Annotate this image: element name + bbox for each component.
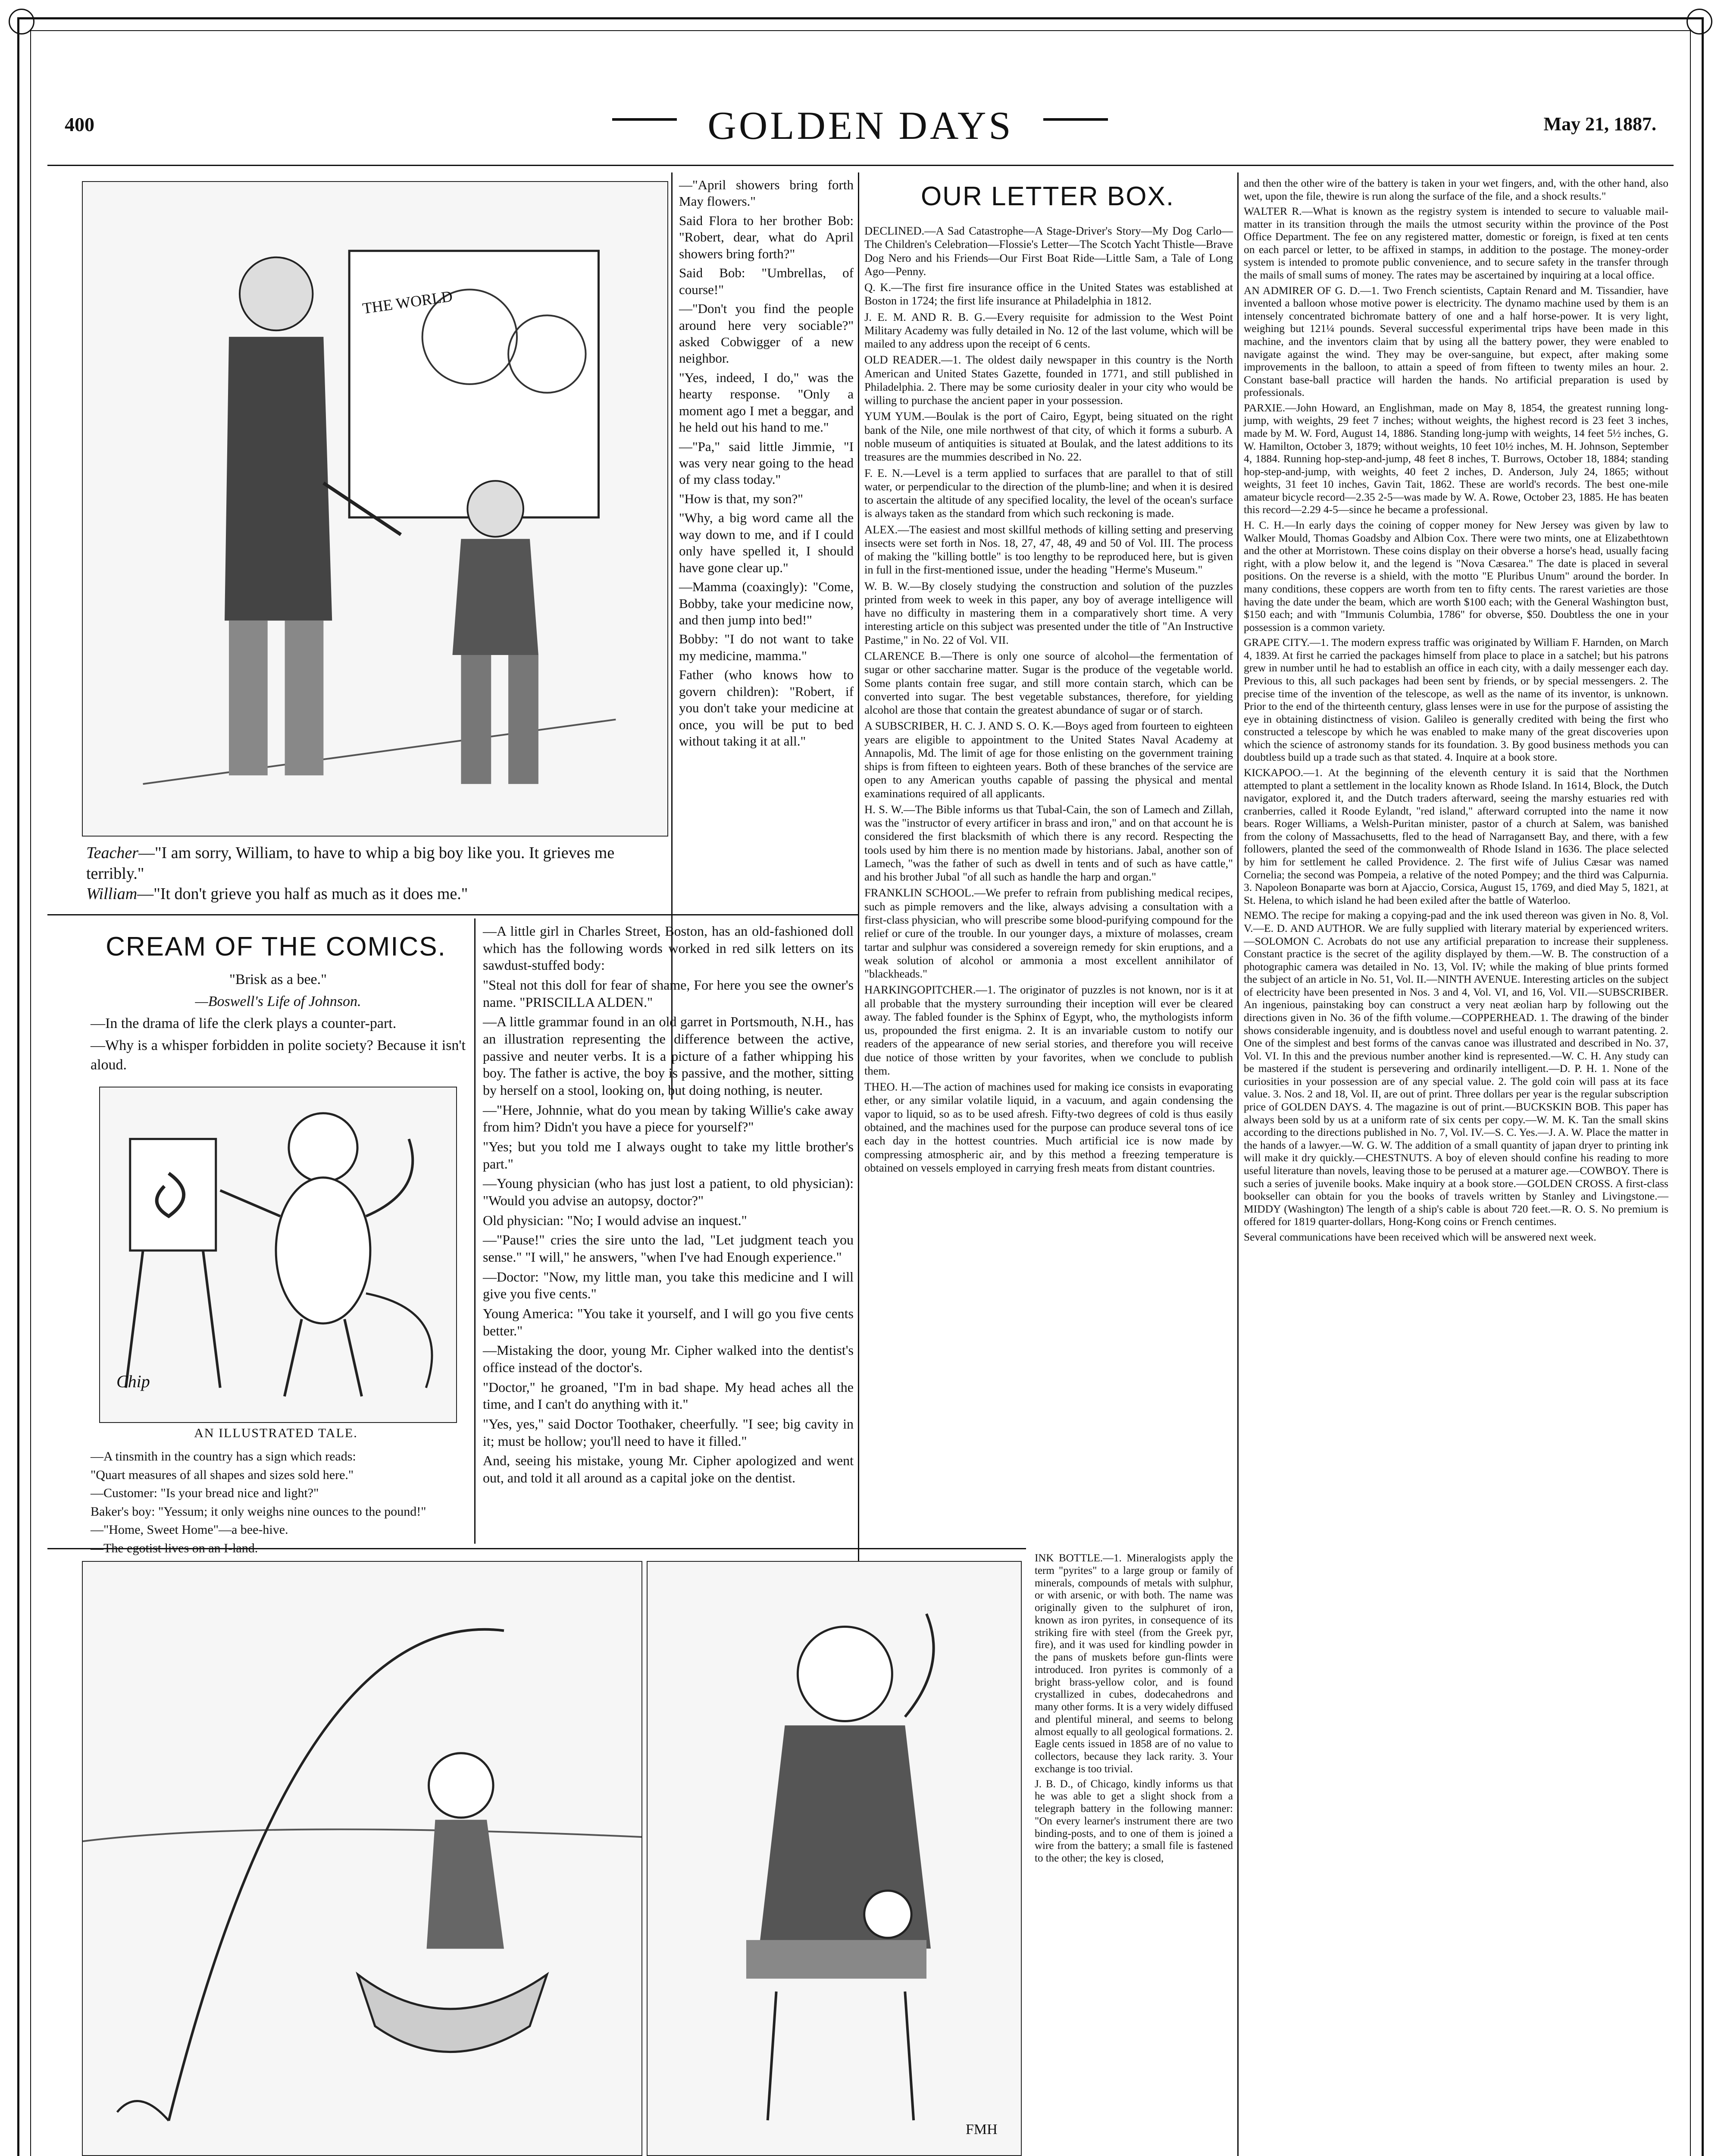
letter-answer: YUM YUM.—Boulak is the port of Cairo, Egypt, being situated on the right bank of the Nile, one mile northwest of that city, of which it forms a suburb. A noble museum of antiquities is situated at Boulak, and the latest additions to its treasures are the mummies described in No. 22. [864, 410, 1233, 464]
masthead-ornament-right [1043, 118, 1108, 121]
joke-paragraph: —A little grammar found in an old garret in Portsmouth, N.H., has an illustration representing the difference between the active, passive and neuter verbs. It is a picture of a father whipping his boy. The father is active, the boy is passive, and the mother, sitting by herself on a stool, looking on, but doing nothing, is neuter. [483, 1014, 854, 1098]
issue-date: May 21, 1887. [1543, 113, 1656, 135]
joke-paragraph: —"Don't you find the people around here very sociable?" asked Cobwigger of a new neighbor. [679, 301, 854, 366]
joke-paragraph: —A little girl in Charles Street, Boston, has an old-fashioned doll which has the following words worked in red silk letters on its sawdust-stuffed body: [483, 923, 854, 973]
joke-paragraph: "Steal not this doll for fear of shame, For here you see the owner's name. "PRISCILLA ALDEN." [483, 977, 854, 1010]
letter-answer: J. E. M. AND R. B. G.—Every requisite for admission to the West Point Military Academy was fully detailed in No. 12 of the last volume, which will be mailed to any address upon the receipt of 6 cents. [864, 310, 1233, 351]
joke-paragraph: —Why is a whisper forbidden in polite society? Because it isn't aloud. [91, 1037, 466, 1073]
letter-answer: AN ADMIRER OF G. D.—1. Two French scientists, Captain Renard and M. Tissandier, have invented a balloon whose motive power is electricity. The dynamo machine used by them is an intensely concentrated bichromate battery of one and a half horse-power. It is very light, weighing but 121¼ pounds. Several successful experimental trips have been made in this machine, and the inventors claim that by using all the battery power, they were enabled to navigate against the wind. They may be over-sanguine, but expect, after making some improvements in the balloon, to attain a speed of from fifteen to twenty miles an hour. 2. Constant base-ball practice will harden the hands. No artificial preparation is used by professionals. [1244, 284, 1668, 399]
joke-paragraph: —"Home, Sweet Home"—a bee-hive. [91, 1523, 288, 1537]
letter-answer: ALEX.—The easiest and most skillful methods of killing setting and preserving insects were set forth in Nos. 18, 27, 47, 48, 49 and 50 of Vol. III. The process of making the "killing bottle" is too lengthy to be reproduced here, but is given in full in the first-mentioned issue, under the heading "Herme's Museum." [864, 523, 1233, 577]
jokes-middle-column [483, 923, 854, 1489]
joke-paragraph: "Doctor," he groaned, "I'm in bad shape. My head aches all the time, and I can't do anything with it." [483, 1379, 854, 1412]
letter-answer: WALTER R.—What is known as the registry system is intended to secure to valuable mail-matter in its transition through the mails the utmost security within the province of the Post Office Department. The fee on any registered matter, domestic or foreign, is fixed at ten cents on each parcel or letter, to be affixed in stamps, in addition to the postage. The money-order system is intended to promote public convenience, and to secure safety in the transfer through the mails of small sums of money. The rates may be ascertained by inquiring at a local office. [1244, 205, 1668, 282]
letter-answer: H. C. H.—In early days the coining of copper money for New Jersey was given by law to Walker Mould, Thomas Goadsby and Albion Cox. There were two mints, one at Elizabethtown and the other at Morristown. These coins display on their obverse a horse's head, usually facing right, with a plow below it, and the legend is "Nova Cæsarea." The date is placed in several positions. On the reverse is a shield, with the motto "E Pluribus Unum" around the border. In many conditions, these coppers are worth from ten to fifty cents. The rarest varieties are those having the date under the beam, which are worth $100 each; with the General Washington bust, $150 each; and with "Immunis Columbia, 1786" for obverse, $50. Doubtless the one in your possession is a common variety. [1244, 519, 1668, 633]
letter-answer: KICKAPOO.—1. At the beginning of the eleventh century it is said that the Northmen attempted to plant a settlement in the locality known as Rhode Island. In 1614, Block, the Dutch navigator, explored it, and the Dutch traders afterward, seeing the marshy estuaries red with cranberries, called it Roode Eylandt, "red island," afterward corrupted into the name it now bears. Roger Williams, a Welsh-Puritan minister, pastor of a church at Salem, was banished from the colony of Massachusetts, fled to the head of Narragansett Bay, and there, with a few followers, planted the seed of the commonwealth of Rhode Island in 1636. The place selected by him for settlement he called Providence. 2. The first wife of Julius Cæsar was named Cornelia; the second was Pompeia, a relative of the noted Pompey; and the third was Calpurnia. 3. Napoleon Bonaparte was born at Ajaccio, Corsica, August 15, 1769, and died May 5, 1821, at St. Helena, to which island he had been exiled after the battle of Waterloo. [1244, 766, 1668, 906]
jokes-top-column [679, 177, 854, 752]
joke-paragraph: —"Pa," said little Jimmie, "I was very near going to the head of my class today." [679, 439, 854, 487]
joke-paragraph: —Doctor: "Now, my little man, you take this medicine and I will give you five cents." [483, 1269, 854, 1302]
column-rule [1237, 172, 1239, 2156]
masthead-title: GOLDEN DAYS [707, 103, 1014, 147]
monkey-painter-drawing [100, 1087, 456, 1422]
caption-william-text: —"It don't grieve you half as much as it does me." [137, 885, 468, 903]
joke-paragraph: Old physician: "No; I would advise an inquest." [483, 1212, 747, 1228]
joke-paragraph: "Quart measures of all shapes and sizes sold here." [91, 1467, 354, 1482]
letter-answer: Several communications have been received which will be answered next week. [1244, 1230, 1596, 1243]
fishing-pond-illustration [82, 1561, 642, 2156]
monkey-artist-signature: Chip [116, 1372, 150, 1391]
joke-paragraph: Said Flora to her brother Bob: "Robert, dear, what do April showers bring forth?" [679, 213, 854, 261]
joke-paragraph: —The egotist lives on an I-land. [91, 1541, 258, 1555]
letter-answer: GRAPE CITY.—1. The modern express traffic was originated by William F. Harnden, on March 4, 1839. At first he carried the packages himself from place to place in a satchel; but his patrons grew in number until he had to establish an office in each city, with a daily messenger each day. Previous to this, all such packages had been sent by friends, or by special messengers. 2. The precise time of the invention of the telescope, as well as the name of its inventor, is unknown. Prior to the end of the thirteenth century, glass lenses were in use for the purpose of assisting the eye in obtaining distinctness of vision. Galileo is generally credited with being the first who constructed a telescope by which he was enabled to make many of the great discoveries upon which the science of astronomy stands for its foundation. 3. By good business methods you can doubtless build up a trade such as that stated. 4. Inquire at a book store. [1244, 636, 1668, 764]
caption-role-teacher: Teacher [86, 844, 139, 862]
joke-paragraph: —Young physician (who has just lost a patient, to old physician): "Would you advise an autopsy, doctor?" [483, 1175, 854, 1209]
letter-answer: FRANKLIN SCHOOL.—We prefer to refrain from publishing medical recipes, such as pimple removers and the like, always advising a consultation with a first-class physician, who will prescribe some blood-purifying compound for the relief or cure of the trouble. In our younger days, a mixture of molasses, cream tartar and sulphur was considered a sovereign remedy for skin eruptions, and a weak solution of alcohol or ammonia a most excellent annihilator of "blackheads." [864, 886, 1233, 981]
letter-answer: NEMO. The recipe for making a copying-pad and the ink used thereon was given in No. 8, Vol. V.—E. D. AND AUTHOR. We are fully supplied with literary material by experienced writers.—SOLOMON C. Acrobats do not use any artificial preparation to increase their suppleness. Constant practice is the secret of the agility displayed by them.—W. B. The construction of a photographic camera was detailed in No. 13, Vol. IV; while the making of blue prints formed the subject of an article in No. 51, Vol. II.—NINTH AVENUE. Interesting articles on the subject of electricity have been presented in Nos. 3 and 4, Vol. VI, and 16, Vol. VII.—SUBSCRIBER. An ingenious, painstaking boy can construct a very neat æolian harp by following out the directions given in No. 36 of the fifth volume.—COPPERHEAD. 1. The drawing of the binder shows considerable ingenuity, and is doubtless novel and useful enough to warrant patenting. 2. One of the simplest and best forms of the canvas canoe was illustrated and described in No. 37, Vol. VI. In this and the previous number another kind is represented.—W. C. H. Any study can be mastered if the student is persevering and ordinarily intelligent.—D. P. H. 1. None of the curiosities in your possession are of any special value. 2. The gold coin will pass at its face value. 3. Nos. 2 and 18, Vol. II, are out of print. Three dollars per year is the regular subscription price of GOLDEN DAYS. 4. The magazine is out of print.—BUCKSKIN BOB. This paper has always been sold by us at a uniform rate of six cents per copy.—W. M. K. Tan the small skins according to the directions published in No. 7, Vol. IV.—S. C. Yes.—J. A. W. Place the matter in the hands of a lawyer.—W. G. W. The addition of a small quantity of japan dryer to printing ink will make it dry quickly.—CHESTNUTS. A boy of eleven should confine his reading to more useful literature than novels, leaving those to be perused at a maturer age.—COWBOY. There is such a series of juvenile books. Make inquiry at a book store.—GOLDEN CROSS. A first-class bookseller can obtain for you the books of travels written by Stanley and Livingstone.—MIDDY (Washington) The length of a ship's cable is about 720 feet.—R. O. S. No premium is offered for 1819 quarter-dollars, Hong-Kong coins or French centimes. [1244, 909, 1668, 1228]
letter-answer: INK BOTTLE.—1. Mineralogists apply the term "pyrites" to a large group or family of minerals, compounds of metals with sulphur, or with arsenic, or with both. The name was originally given to the sulphuret of iron, known as iron pyrites, in consequence of its striking fire with steel (from the Greek pyr, fire), and it was used for kindling powder in the pans of muskets before gun-flints were introduced. Iron pyrites is commonly of a bright brass-yellow color, and is found crystallized in cubes, dodecahedrons and many other forms. It is a very widely diffused and plentiful mineral, and seems to belong almost equally to all geological formations. 2. Eagle cents issued in 1858 are of no value to collectors, because they lack rarity. 3. Your exchange is too trivial. [1035, 1552, 1233, 1775]
letter-answer: W. B. W.—By closely studying the construction and solution of the puzzles printed from week to week in this paper, any boy of average intelligence will have no difficulty in mastering them in a comparatively short time. A very interesting article on this subject was presented under the title of "An Instructive Pastime," in No. 22 of Vol. VII. [864, 579, 1233, 646]
artist-signature: FMH [966, 2122, 998, 2137]
page-number: 400 [65, 113, 94, 135]
letter-answer: OLD READER.—1. The oldest daily newspaper in this country is the North American and United States Gazette, founded in 1771, and still published in Philadelphia. 2. There may be some curiosity dealer in your city who would be willing to purchase the ancient paper in your possession. [864, 353, 1233, 407]
joke-paragraph: Young America: "You take it yourself, and I will go you five cents better." [483, 1306, 854, 1338]
letter-answer: and then the other wire of the battery is taken in your wet fingers, and, with the other hand, also wet, upon the file, thewire is run along the surface of the file, and a shock results." [1244, 177, 1668, 202]
joke-paragraph: —"Here, Johnnie, what do you mean by taking Willie's cake away from him? Didn't you have a piece for yourself?" [483, 1102, 854, 1135]
letter-box-title: OUR LETTER BOX. [920, 182, 1175, 211]
joke-paragraph: —"Pause!" cries the sire unto the lad, "Let judgment teach you sense." "I will," he answers, "when I've had Enough experience." [483, 1232, 854, 1265]
header-rule [47, 165, 1674, 166]
joke-paragraph: —Customer: "Is your bread nice and light?" [91, 1486, 319, 1501]
letter-box-column-1b [1035, 1552, 1233, 1868]
joke-paragraph: —"April showers bring forth May flowers." [679, 177, 854, 209]
board-label: THE WORLD [361, 287, 454, 317]
joke-paragraph: Bobby: "I do not want to take my medicine, mamma." [679, 631, 854, 663]
joke-paragraph: —In the drama of life the clerk plays a counter-part. [91, 1015, 397, 1031]
cream-of-comics-column [91, 970, 466, 1077]
joke-paragraph: —Mistaking the door, young Mr. Cipher walked into the dentist's office instead of the doctor's. [483, 1342, 854, 1376]
epigraph-source: —Boswell's Life of Johnson. [195, 993, 361, 1009]
section-rule [47, 914, 858, 915]
letter-answer: A SUBSCRIBER, H. C. J. AND S. O. K.—Boys aged from fourteen to eighteen years are eligible to appointment to the United States Naval Academy at Annapolis, Md. The limit of age for those enlisting on the government training ships is from fifteen to eighteen years. Both of these branches of the service are open to any American youths capable of passing the physical and mental examinations required of all applicants. [864, 719, 1233, 800]
joke-paragraph: Baker's boy: "Yessum; it only weighs nine ounces to the pound!" [91, 1504, 426, 1519]
letter-box-column-2 [1244, 177, 1668, 1246]
column-rule [858, 172, 859, 1703]
letter-answer: PARXIE.—John Howard, an Englishman, made on May 8, 1854, the greatest running long-jump, with weights, 29 feet 7 inches; without weights, the highest record is 23 feet 3 inches, made by M. W. Ford, August 14, 1886. Standing long-jump with weights, 14 feet 5½ inches, G. W. Hamilton, October 3, 1879; without weights, 10 feet 10½ inches, M. H. Johnson, September 4, 1884. Running hop-step-and-jump, 48 feet 8 inches, T. Burrows, October 18, 1884; standing hop-step-and-jump, with weights, 40 feet 2 inches, D. Anderson, July 24, 1865; without weights, 31 feet 10 inches, Gavin Tait, 1862. These are world's records. The best one-mile amateur bicycle record—2.35 2-5—was made by W. A. Rowe, October 23, 1885. He has beaten this record—2.29 4-5—since he became a professional. [1244, 401, 1668, 516]
letter-answer: H. S. W.—The Bible informs us that Tubal-Cain, the son of Lamech and Zillah, was the "instructor of every artificer in brass and iron," and on that account he is considered the first blacksmith of which there is any record. Respecting the tools used by him there is no mention made by historians. Jabal, another son of Lamech, "was the father of such as dwell in tents and of such as have cattle," and his brother Jubal "of all such as handle the harp and organ." [864, 802, 1233, 884]
joke-paragraph: Said Bob: "Umbrellas, of course!" [679, 265, 854, 297]
caption-teacher-text: —"I am sorry, William, to have to whip a big boy like you. It grieves me terribly." [86, 844, 615, 883]
joke-paragraph: And, seeing his mistake, young Mr. Cipher apologized and went out, and told it all around as a capital joke on the dentist. [483, 1453, 854, 1486]
corner-ornament [9, 9, 34, 34]
illustrated-tale-caption: AN ILLUSTRATED TALE. [194, 1426, 358, 1440]
joke-paragraph: "Yes; but you told me I always ought to take my little brother's part." [483, 1139, 854, 1172]
monkey-painter-illustration [99, 1087, 457, 1423]
letter-answer: F. E. N.—Level is a term applied to surfaces that are parallel to that of still water, or perpendicular to the direction of the plumb-line; and when it is desired to ascertain the altitude of any specified locality, the level of the ocean's surface is always taken as the standard from which such reckoning is made. [864, 466, 1233, 520]
letter-answer: HARKINGOPITCHER.—1. The originator of puzzles is not known, nor is it at all probable that the mystery surrounding their inception will ever be cleared away. The fabled founder is the Sphinx of Egypt, who, the mythologists inform us, propounded the first enigma. 2. It is an invariable custom to notify our readers of the appearance of new serial stories, and therefore you will receive due notice of those written by your favorites, when we conclude to publish them. [864, 983, 1233, 1077]
caption-role-william: William [86, 885, 138, 903]
joke-paragraph: "Why, a big word came all the way down to me, and if I could only have spelled it, I should have gone clear up." [679, 510, 854, 575]
column-rule [474, 918, 476, 1544]
joke-paragraph: —Mamma (coaxingly): "Come, Bobby, take your medicine now, and then jump into bed!" [679, 579, 854, 627]
joke-paragraph: "Yes, yes," said Doctor Toothaker, cheerfully. "I see; big cavity in it; must be hollow; you'll need to have it filled." [483, 1416, 854, 1449]
punishment-scene-illustration [647, 1561, 1022, 2156]
joke-paragraph: "Yes, indeed, I do," was the hearty response. "Only a moment ago I met a beggar, and he held out his hand to me." [679, 370, 854, 435]
letter-answer: THEO. H.—The action of machines used for making ice consists in evaporating ether, or any similar volatile liquid, in a vacuum, and again condensing the vapor to liquid, so as to be used afresh. Fifty-two degrees of cold is thus easily obtained, and the machines used for the purpose can produce several tons of ice each day in the hottest countries. Much artificial ice is now made by compressing atmospheric air, and by this method a freezing temperature is obtained on vessels employed in carrying fresh meats from distant countries. [864, 1080, 1233, 1174]
letter-answer: Q. K.—The first fire insurance office in the United States was established at Boston in 1724; the first life insurance at Philadelphia in 1812. [864, 281, 1233, 307]
joke-paragraph: Father (who knows how to govern children): "Robert, if you don't take your medicine at once, you will be put to bed without taking it at all." [679, 667, 854, 749]
letter-answer: J. B. D., of Chicago, kindly informs us that he was able to get a slight shock from a telegraph battery in the following manner: "On every learner's instrument there are two binding-posts, and to one of them is joined a wire from the battery; a small file is fastened to the other; the key is closed, [1035, 1778, 1233, 1864]
joke-paragraph: "How is that, my son?" [679, 491, 803, 506]
teacher-cartoon-caption [86, 843, 668, 905]
corner-ornament [1687, 9, 1712, 34]
letter-answer: DECLINED.—A Sad Catastrophe—A Stage-Driver's Story—My Dog Carlo—The Children's Celebration—Flossie's Letter—The Scotch Yacht Thistle—Brave Dog Nero and his Friends—Our First Boat Ride—Little Sam, a Tale of Long Ago—Penny. [864, 224, 1233, 278]
epigraph: "Brisk as a bee." [229, 971, 327, 987]
teacher-cartoon-illustration [82, 181, 668, 837]
joke-paragraph: —A tinsmith in the country has a sign which reads: [91, 1449, 356, 1463]
letter-box-column-1 [864, 224, 1233, 1177]
teacher-cartoon-drawing [83, 182, 667, 836]
cream-of-comics-title: CREAM OF THE COMICS. [106, 932, 446, 962]
letter-answer: CLARENCE B.—There is only one source of alcohol—the fermentation of sugar or other saccharine matter. Sugar is the produce of the vegetable world. Some plants contain free sugar, and still more contain starch, which can be converted into sugar. The best vegetable substances, therefore, for yielding alcohol are those that contain the greatest abundance of sugar or of starch. [864, 649, 1233, 717]
punishment-scene-drawing [648, 1562, 1021, 2155]
cream-of-comics-column-lower [91, 1449, 466, 1577]
fishing-pond-drawing [83, 1562, 641, 2155]
